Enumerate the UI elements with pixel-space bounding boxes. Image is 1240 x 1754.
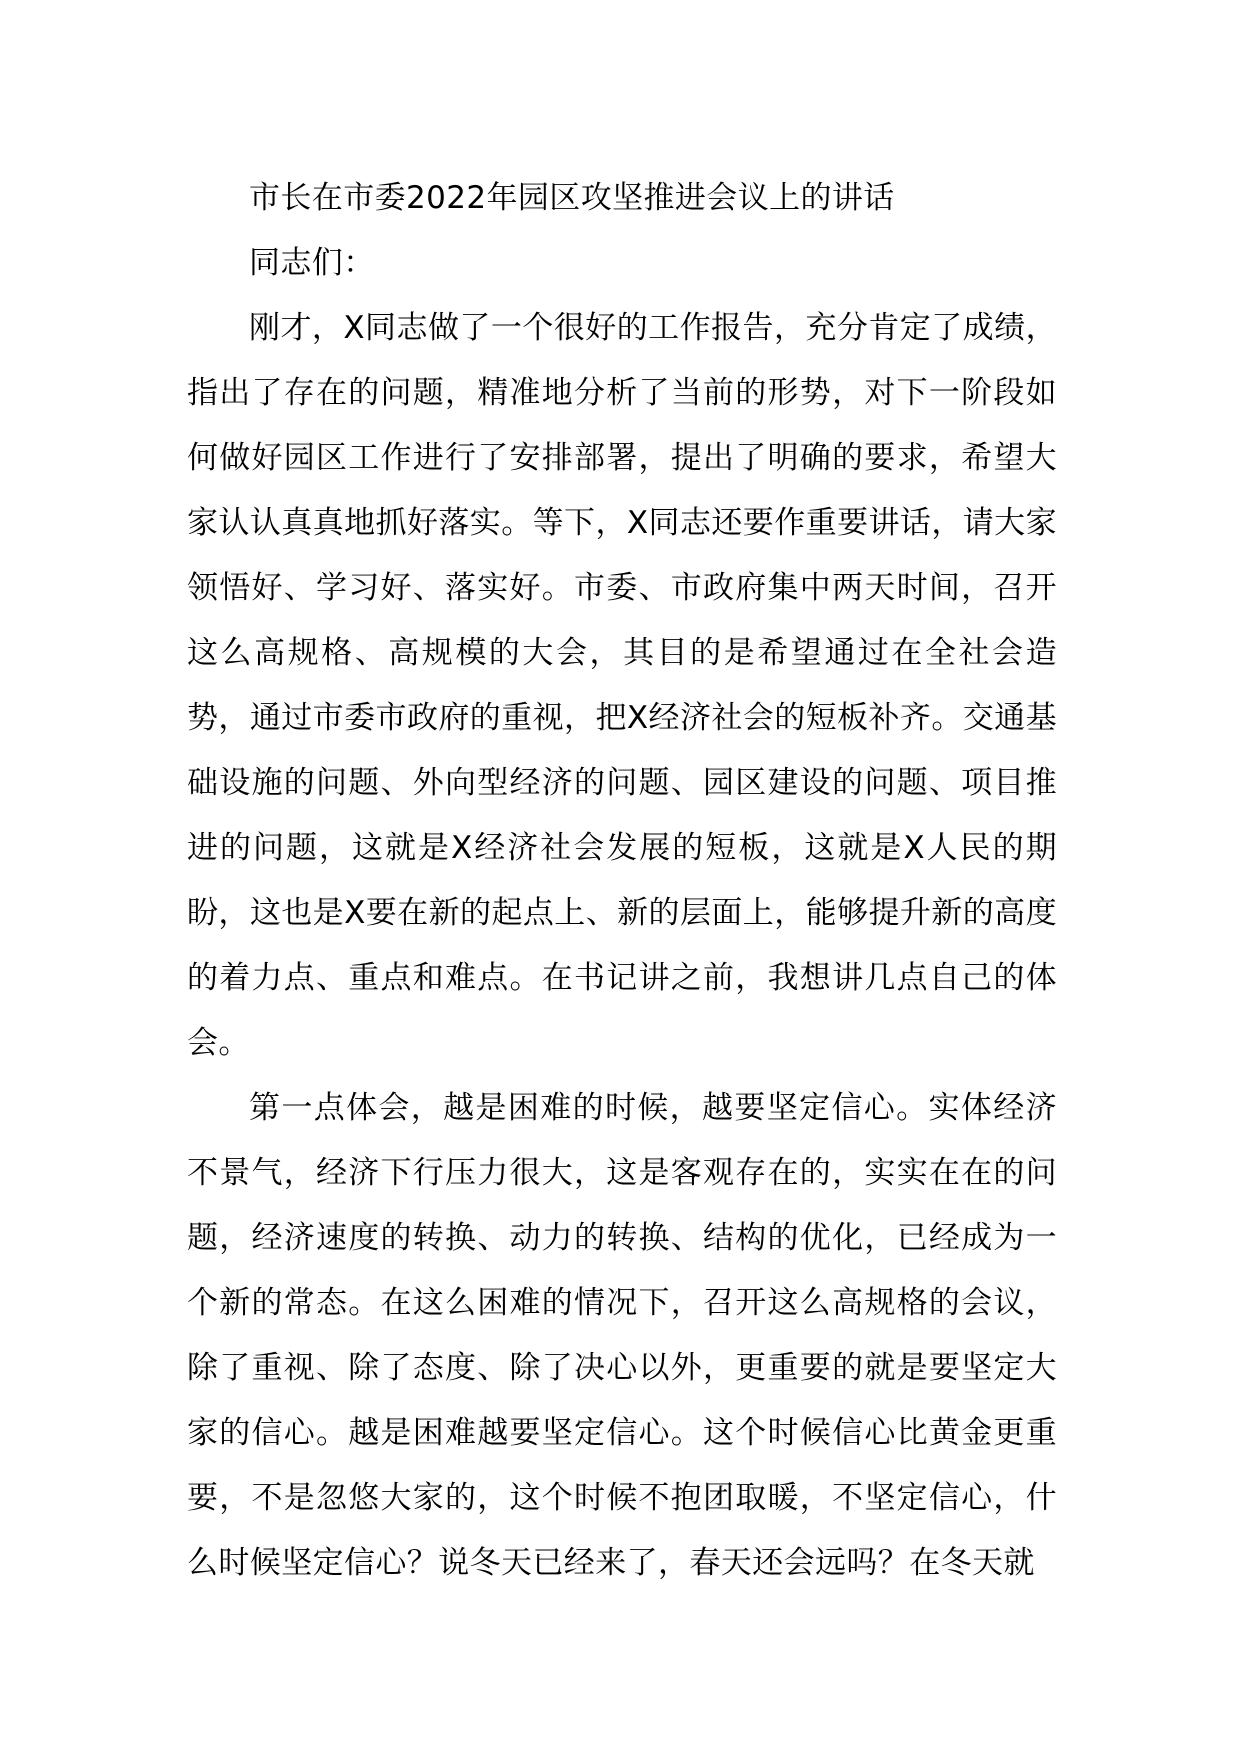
document-title: 市长在市委2022年园区攻坚推进会议上的讲话 [249,180,895,216]
paragraph-first-point: 第一点体会，越是困难的时候，越要坚定信心。实体经济不景气，经济下行压力很大，这是客观存在的，实实在在的问题，经济速度的转换、动力的转换、结构的优化，已经成为一个新的常态。在这么困难的情况下，召开这么高规格的会议，除了重视、除了态度、除了决心以外，更重要的就是要坚定大家的信心。越是困难越要坚定信心。这个时候信心比黄金更重要，不是忽悠大家的，这个时候不抱团取暖，不坚定信心，什么时候坚定信心？说冬天已经来了，春天还会远吗？在冬天就 [187,1090,1057,1581]
paragraph-opening: 刚才，X同志做了一个很好的工作报告，充分肯定了成绩，指出了存在的问题，精准地分析了当前的形势，对下一阶段如何做好园区工作进行了安排部署，提出了明确的要求，希望大家认认真真地抓好落实。等下，X同志还要作重要讲话，请大家领悟好、学习好、落实好。市委、市政府集中两天时间，召开这么高规格、高规模的大会，其目的是希望通过在全社会造势，通过市委市政府的重视，把X经济社会的短板补齐。交通基础设施的问题、外向型经济的问题、园区建设的问题、项目推进的问题，这就是X经济社会发展的短板，这就是X人民的期盼，这也是X要在新的起点上、新的层面上，能够提升新的高度的着力点、重点和难点。在书记讲之前，我想讲几点自己的体会。 [187,310,1057,1061]
document-body [187,166,1057,1596]
salutation: 同志们： [249,245,375,281]
